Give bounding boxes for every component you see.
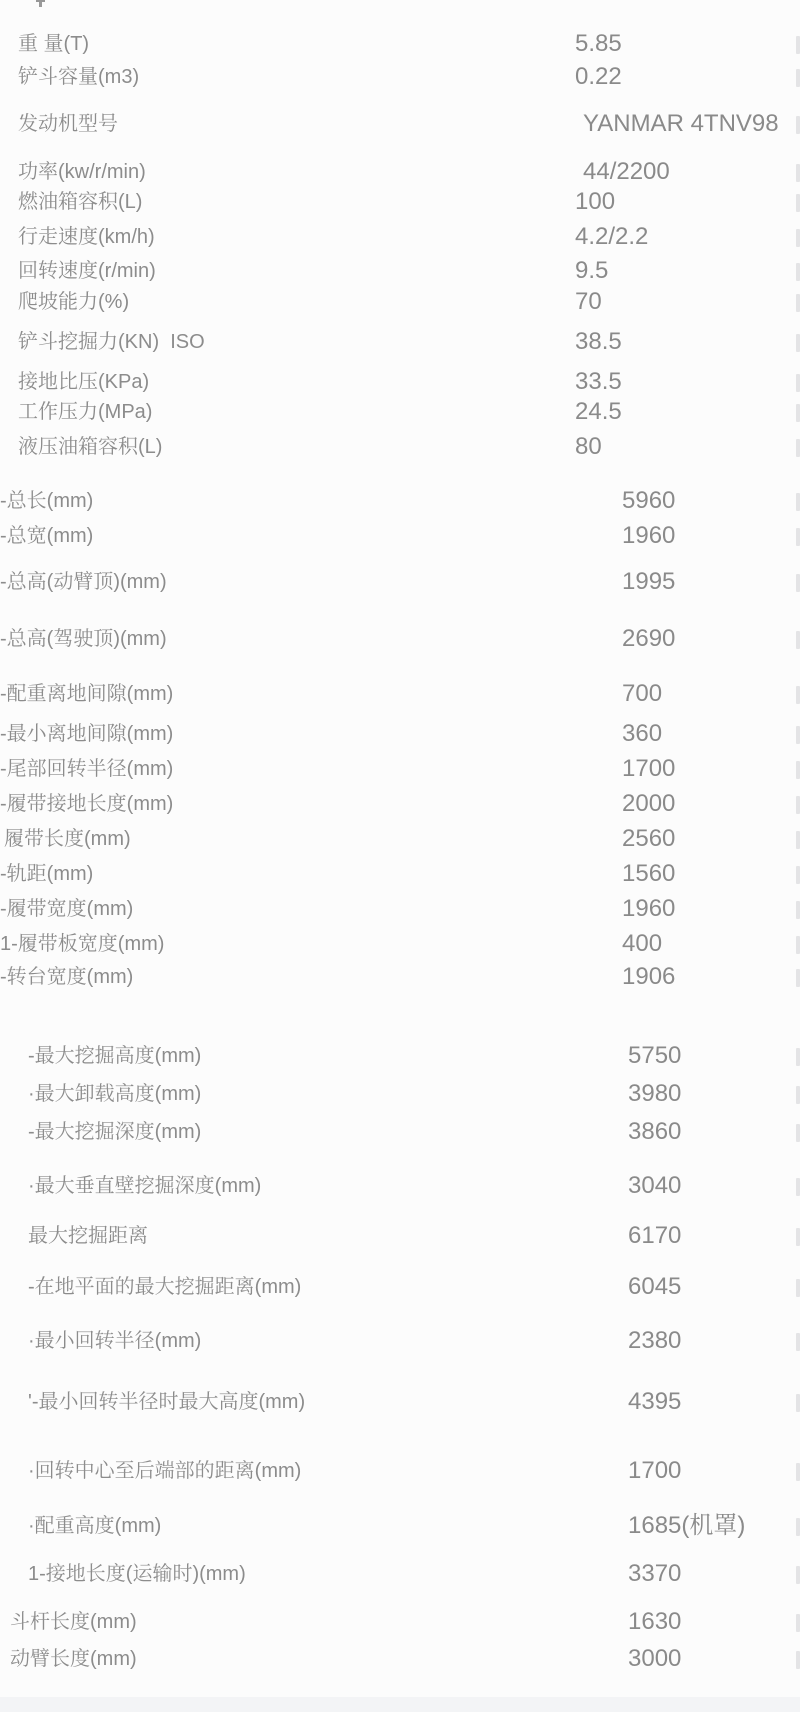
spec-value: 2380	[628, 1327, 682, 1354]
edge-glyph-fragment	[796, 1178, 800, 1196]
spec-value: 38.5	[575, 328, 622, 355]
spec-label: -最大挖掘高度(mm)	[28, 1045, 202, 1067]
spec-value: 6170	[628, 1222, 682, 1249]
spec-label: 爬坡能力(%)	[18, 291, 130, 313]
spec-value: 3370	[628, 1560, 682, 1587]
spec-label: 1-接地长度(运输时)(mm)	[28, 1563, 246, 1585]
edge-glyph-fragment	[796, 69, 800, 87]
edge-glyph-fragment	[796, 726, 800, 744]
edge-glyph-fragment	[796, 969, 800, 987]
spec-value: 3000	[628, 1645, 682, 1672]
spec-label: 发动机型号	[18, 113, 118, 135]
spec-label: -总长(mm)	[0, 490, 94, 512]
spec-value: 3040	[628, 1172, 682, 1199]
edge-glyph-fragment	[796, 1279, 800, 1297]
spec-label: -履带接地长度(mm)	[0, 793, 174, 815]
spec-label: 铲斗容量(m3)	[18, 66, 140, 88]
spec-label: 回转速度(r/min)	[18, 260, 156, 282]
spec-value: 9.5	[575, 257, 609, 284]
spec-label: 工作压力(MPa)	[18, 401, 153, 423]
cropped-glyph-stem	[39, 2, 42, 7]
edge-glyph-fragment	[796, 229, 800, 247]
footer-strip	[0, 1697, 800, 1712]
edge-glyph-fragment	[796, 686, 800, 704]
spec-label: ·回转中心至后端部的距离(mm)	[28, 1460, 302, 1482]
spec-value: 5.85	[575, 30, 622, 57]
edge-glyph-fragment	[796, 493, 800, 511]
spec-value: 100	[575, 188, 616, 215]
spec-value: 1560	[622, 860, 676, 887]
edge-glyph-fragment	[796, 631, 800, 649]
spec-value: 4.2/2.2	[575, 223, 649, 250]
spec-value: 5750	[628, 1042, 682, 1069]
spec-label: ·最大卸载高度(mm)	[28, 1083, 202, 1105]
spec-value: 24.5	[575, 398, 622, 425]
edge-glyph-fragment	[796, 901, 800, 919]
edge-glyph-fragment	[796, 116, 800, 134]
spec-value: 1960	[622, 522, 676, 549]
spec-value: 4395	[628, 1388, 682, 1415]
edge-glyph-fragment	[796, 1566, 800, 1584]
edge-glyph-fragment	[796, 1228, 800, 1246]
spec-label: -总高(动臂顶)(mm)	[0, 571, 167, 593]
spec-value: 2000	[622, 790, 676, 817]
spec-label: -总高(驾驶顶)(mm)	[0, 628, 167, 650]
spec-value: 3860	[628, 1118, 682, 1145]
edge-glyph-fragment	[796, 761, 800, 779]
spec-value: YANMAR 4TNV98	[583, 110, 779, 137]
edge-glyph-fragment	[796, 1614, 800, 1632]
spec-label: ·最大垂直壁挖掘深度(mm)	[28, 1175, 262, 1197]
spec-value: 70	[575, 288, 602, 315]
spec-value: 1906	[622, 963, 676, 990]
spec-label: 斗杆长度(mm)	[10, 1611, 137, 1633]
edge-glyph-fragment	[796, 194, 800, 212]
spec-label: ·配重高度(mm)	[28, 1515, 162, 1537]
edge-glyph-fragment	[796, 1518, 800, 1536]
spec-label: -配重离地间隙(mm)	[0, 683, 174, 705]
edge-glyph-fragment	[796, 1048, 800, 1066]
edge-glyph-fragment	[796, 528, 800, 546]
edge-glyph-fragment	[796, 294, 800, 312]
spec-value: 1960	[622, 895, 676, 922]
spec-label: -最小离地间隙(mm)	[0, 723, 174, 745]
spec-label: -尾部回转半径(mm)	[0, 758, 174, 780]
edge-glyph-fragment	[796, 1333, 800, 1351]
edge-glyph-fragment	[796, 263, 800, 281]
edge-glyph-fragment	[796, 1651, 800, 1669]
spec-label: -在地平面的最大挖掘距离(mm)	[28, 1276, 302, 1298]
spec-value: 2560	[622, 825, 676, 852]
edge-glyph-fragment	[796, 1394, 800, 1412]
cropped-glyph-fragment	[36, 0, 45, 7]
edge-glyph-fragment	[796, 404, 800, 422]
spec-label: 重 量(T)	[18, 33, 90, 55]
spec-value: 6045	[628, 1273, 682, 1300]
edge-glyph-fragment	[796, 1086, 800, 1104]
spec-label: 履带长度(mm)	[4, 828, 131, 850]
edge-glyph-fragment	[796, 936, 800, 954]
spec-value: 1685(机罩)	[628, 1512, 746, 1539]
spec-value: 1700	[622, 755, 676, 782]
edge-glyph-fragment	[796, 866, 800, 884]
spec-label: 行走速度(km/h)	[18, 226, 155, 248]
edge-glyph-fragment	[796, 374, 800, 392]
edge-glyph-fragment	[796, 1124, 800, 1142]
spec-value: 80	[575, 433, 602, 460]
spec-value: 1630	[628, 1608, 682, 1635]
spec-label: -履带宽度(mm)	[0, 898, 134, 920]
spec-label: 液压油箱容积(L)	[18, 436, 163, 458]
spec-value: 0.22	[575, 63, 622, 90]
spec-value: 5960	[622, 487, 676, 514]
spec-label: 接地比压(KPa)	[18, 371, 150, 393]
spec-value: 33.5	[575, 368, 622, 395]
spec-label: -最大挖掘深度(mm)	[28, 1121, 202, 1143]
spec-value: 400	[622, 930, 663, 957]
spec-value: 1995	[622, 568, 676, 595]
edge-glyph-fragment	[796, 796, 800, 814]
spec-label: -转台宽度(mm)	[0, 966, 134, 988]
spec-label: 最大挖掘距离	[28, 1225, 148, 1247]
spec-value: 44/2200	[583, 158, 670, 185]
spec-label: 动臂长度(mm)	[10, 1648, 137, 1670]
edge-glyph-fragment	[796, 831, 800, 849]
spec-label: -轨距(mm)	[0, 863, 94, 885]
edge-glyph-fragment	[796, 36, 800, 54]
spec-label: 功率(kw/r/min)	[18, 161, 146, 183]
spec-value: 1700	[628, 1457, 682, 1484]
spec-label: ·最小回转半径(mm)	[28, 1330, 202, 1352]
spec-label: 铲斗挖掘力(KN) ISO	[18, 331, 205, 353]
spec-value: 360	[622, 720, 663, 747]
spec-label: '-最小回转半径时最大高度(mm)	[28, 1391, 306, 1413]
spec-value: 3980	[628, 1080, 682, 1107]
spec-value: 700	[622, 680, 663, 707]
edge-glyph-fragment	[796, 334, 800, 352]
spec-label: 燃油箱容积(L)	[18, 191, 143, 213]
edge-glyph-fragment	[796, 439, 800, 457]
edge-glyph-fragment	[796, 574, 800, 592]
spec-label: 1-履带板宽度(mm)	[0, 933, 165, 955]
spec-value: 2690	[622, 625, 676, 652]
edge-glyph-fragment	[796, 164, 800, 182]
edge-glyph-fragment	[796, 1463, 800, 1481]
spec-label: -总宽(mm)	[0, 525, 94, 547]
